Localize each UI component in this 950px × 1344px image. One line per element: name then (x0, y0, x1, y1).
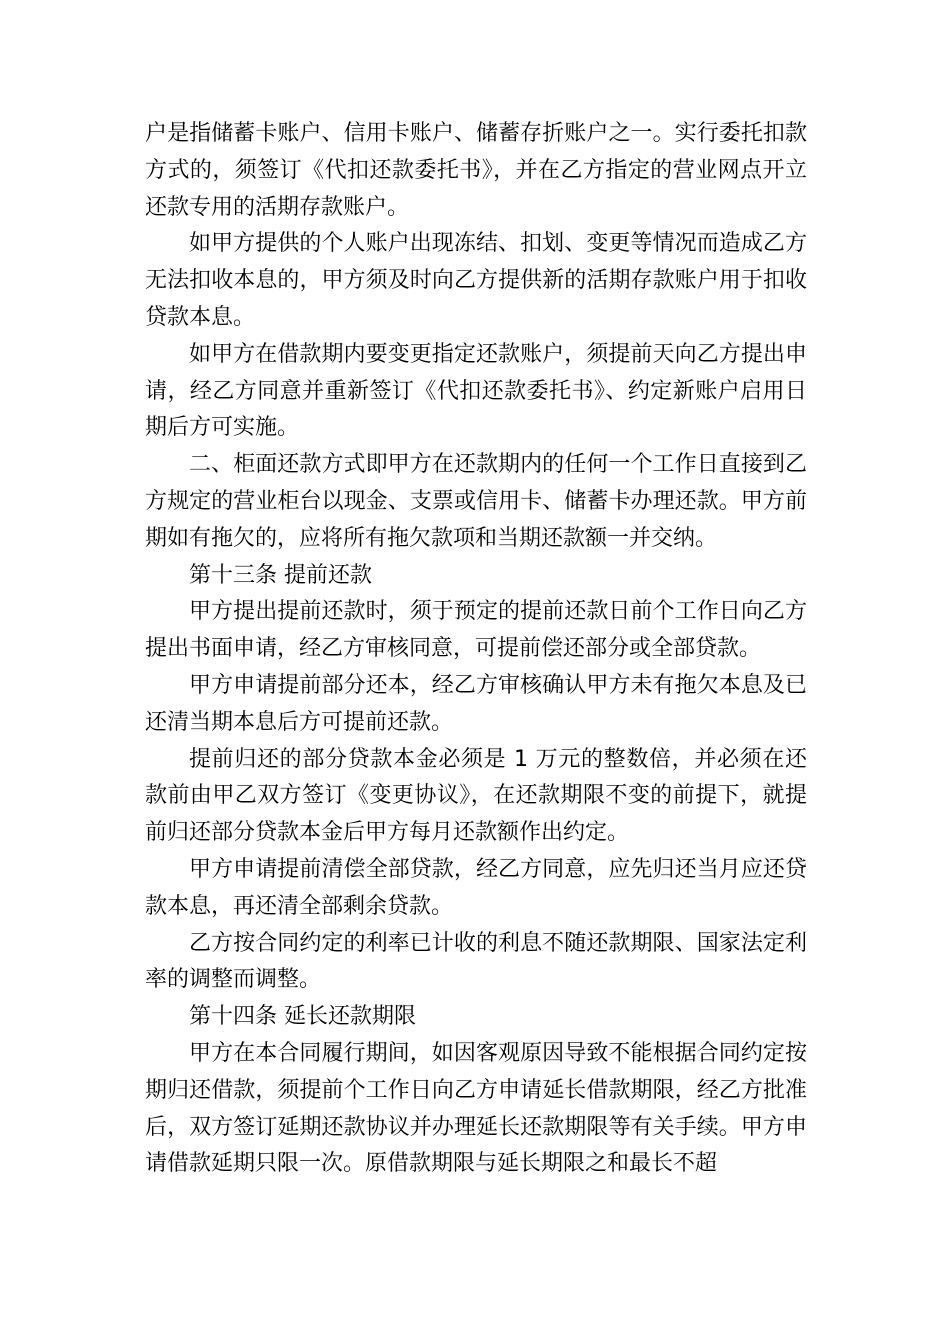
paragraph-5: 甲方提出提前还款时，须于预定的提前还款日前个工作日向乙方提出书面申请，经乙方审核同意，可提前偿还部分或全部贷款。 (145, 599, 807, 662)
section-heading-13: 第十三条 提前还款 (189, 562, 372, 588)
paragraph-2: 如甲方提供的个人账户出现冻结、扣划、变更等情况而造成乙方无法扣收本息的，甲方须及时向乙方提供新的活期存款账户用于扣收贷款本息。 (145, 231, 807, 330)
document-page (145, 116, 807, 1183)
section-heading-14: 第十四条 延长还款期限 (189, 1004, 416, 1030)
paragraph-3: 如甲方在借款期内要变更指定还款账户，须提前天向乙方提出申请，经乙方同意并重新签订《代扣还款委托书》、约定新账户启用日期后方可实施。 (145, 341, 807, 441)
paragraph-1: 户是指储蓄卡账户、信用卡账户、储蓄存折账户之一。实行委托扣款方式的，须签订《代扣还款委托书》，并在乙方指定的营业网点开立还款专用的活期存款账户。 (145, 121, 807, 220)
paragraph-10: 甲方在本合同履行期间，如因客观原因导致不能根据合同约定按期归还借款，须提前个工作日向乙方申请延长借款期限，经乙方批准后，双方签订延期还款协议并办理延长还款期限等有关手续。甲方申请借款延期只限一次。原借款期限与延长期限之和最长不超 (145, 1040, 807, 1177)
paragraph-4: 二、柜面还款方式即甲方在还款期内的任何一个工作日直接到乙方规定的营业柜台以现金、支票或信用卡、储蓄卡办理还款。甲方前期如有拖欠的，应将所有拖欠款项和当期还款额一并交纳。 (145, 452, 807, 551)
paragraph-6: 甲方申请提前部分还本，经乙方审核确认甲方未有拖欠本息及已还清当期本息后方可提前还款。 (145, 672, 807, 735)
paragraph-8: 甲方申请提前清偿全部贷款，经乙方同意，应先归还当月应还贷款本息，再还清全部剩余贷款。 (145, 856, 807, 919)
paragraph-7: 提前归还的部分贷款本金必须是 1 万元的整数倍，并必须在还款前由甲乙双方签订《变更协议》，在还款期限不变的前提下，就提前归还部分贷款本金后甲方每月还款额作出约定。 (145, 746, 807, 846)
paragraph-9: 乙方按合同约定的利率已计收的利息不随还款期限、国家法定利率的调整而调整。 (145, 930, 807, 993)
